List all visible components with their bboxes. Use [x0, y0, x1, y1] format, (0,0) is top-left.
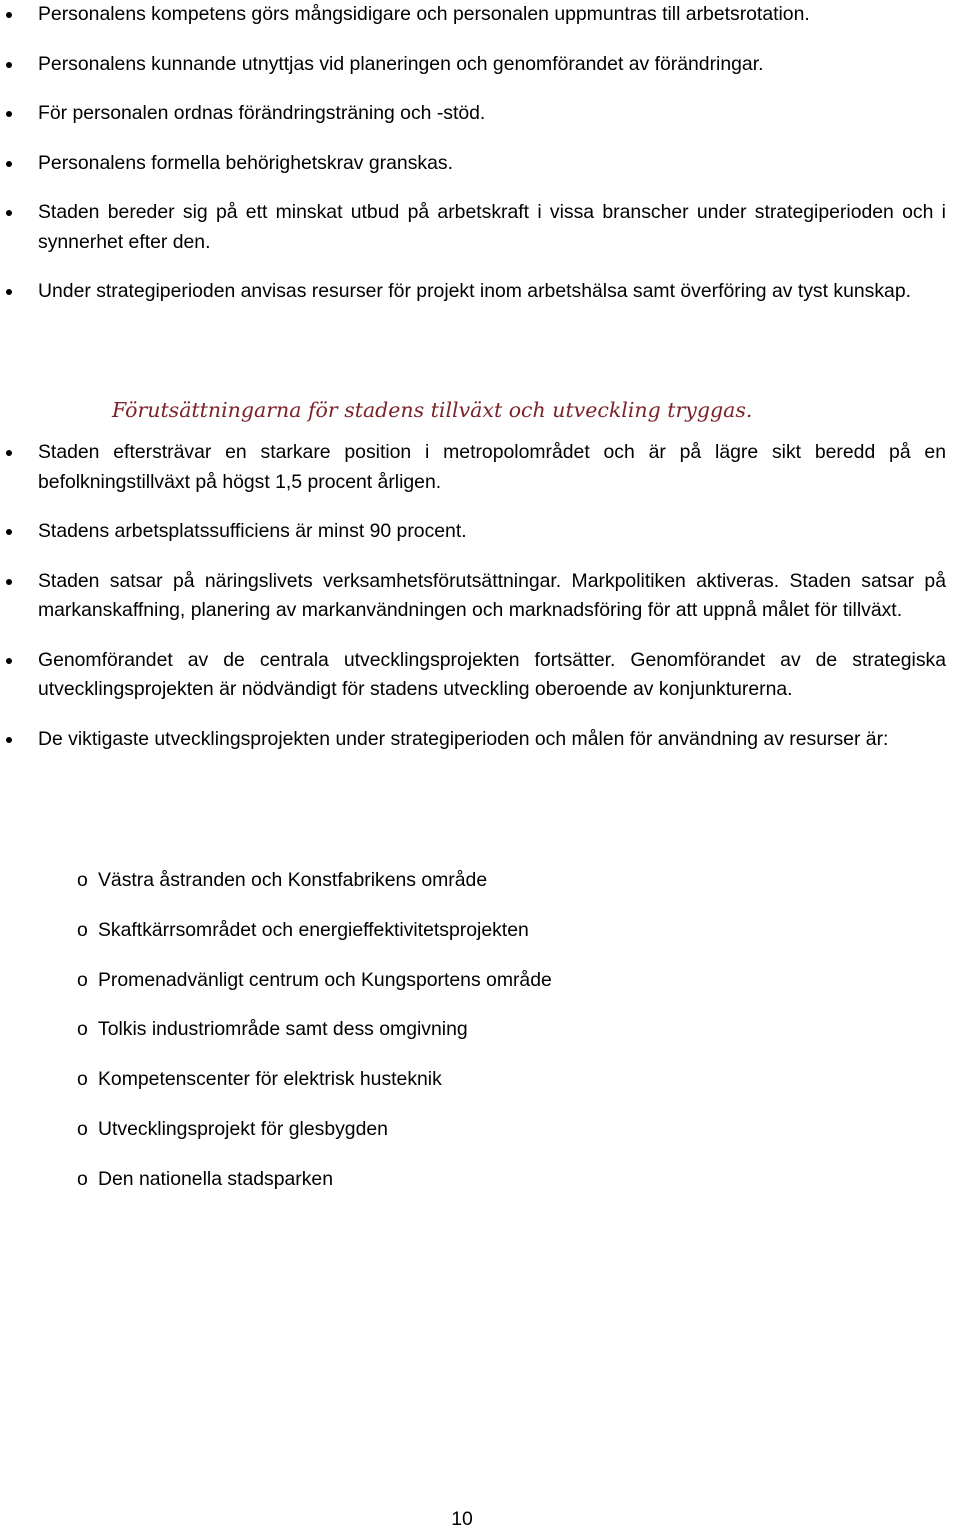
- bullet-item: [0, 567, 960, 626]
- sub-marker: o: [77, 1117, 88, 1140]
- bullet-item: [0, 50, 960, 80]
- bullet-item: [0, 646, 960, 705]
- bullet-text: För personalen ordnas förändringsträning och -stöd.: [38, 102, 486, 124]
- sub-marker: o: [77, 918, 88, 941]
- sub-item-text: Västra åstranden och Konstfabrikens område: [98, 869, 488, 891]
- bullet-dot-icon: [6, 289, 12, 295]
- bullet-dot-icon: [6, 658, 12, 664]
- bullet-list-bottom: [0, 438, 960, 774]
- sub-list-item: [0, 1165, 960, 1195]
- bullet-list-top: [0, 0, 960, 327]
- sub-item-text: Promenadvänligt centrum och Kungsportens område: [98, 968, 552, 991]
- sub-list-item: [0, 916, 960, 946]
- bullet-item: [0, 277, 960, 307]
- sub-marker: o: [77, 869, 88, 891]
- bullet-text: Personalens kunnande utnyttjas vid planeringen och genomförandet av förändringar.: [38, 52, 764, 75]
- bullet-dot-icon: [6, 111, 12, 117]
- bullet-item: [0, 149, 960, 179]
- page-number: 10: [451, 1508, 473, 1530]
- sub-item-text: Utvecklingsprojekt för glesbygden: [98, 1117, 388, 1140]
- bullet-dot-icon: [6, 529, 12, 535]
- sub-marker: o: [77, 1018, 88, 1041]
- bullet-text: Stadens arbetsplatssufficiens är minst 90 procent.: [38, 520, 467, 542]
- sub-list-item: [0, 1115, 960, 1145]
- sub-marker: o: [77, 968, 88, 991]
- bullet-text: Personalens kompetens görs mångsidigare och personalen uppmuntras till arbetsrotation.: [38, 3, 810, 25]
- bullet-dot-icon: [6, 737, 12, 743]
- sub-item-text: Kompetenscenter för elektrisk husteknik: [98, 1068, 442, 1091]
- bullet-dot-icon: [6, 62, 12, 68]
- bullet-dot-icon: [6, 161, 12, 167]
- section-heading: Förutsättningarna för stadens tillväxt och utveckling tryggas.: [112, 398, 753, 422]
- sub-list-item: [0, 1015, 960, 1045]
- bullet-item: [0, 438, 960, 497]
- bullet-text: De viktigaste utvecklingsprojekten under strategiperioden och målen för användning av resurser är:: [38, 727, 889, 750]
- sub-item-text: Skaftkärrsområdet och energieffektivitetsprojekten: [98, 918, 529, 941]
- bullet-text: Staden bereder sig på ett minskat utbud på arbetskraft i vissa branscher under strategiperioden och i synnerhet efter den.: [38, 201, 946, 253]
- bullet-item: [0, 198, 960, 257]
- sub-list-item: [0, 866, 960, 896]
- bullet-text: Personalens formella behörighetskrav granskas.: [38, 151, 453, 174]
- sub-list-item: [0, 966, 960, 996]
- bullet-item: [0, 517, 960, 547]
- bullet-text: Genomförandet av de centrala utvecklingsprojekten fortsätter. Genomförandet av de strategiska utvecklingsprojekten är nödvändigt för stadens utveckling oberoende av konjunkturerna.: [38, 648, 946, 700]
- sub-item-text: Tolkis industriområde samt dess omgivning: [98, 1018, 468, 1041]
- sub-marker: o: [77, 1167, 88, 1190]
- sub-list-item: [0, 1065, 960, 1095]
- bullet-text: Staden satsar på näringslivets verksamhetsförutsättningar. Markpolitiken aktiveras. Staden satsar på markanskaffning, planering av markanvändningen och marknadsföring för att uppnå målet för tillväxt.: [38, 569, 946, 621]
- bullet-item: [0, 725, 960, 755]
- bullet-dot-icon: [6, 450, 12, 456]
- sub-marker: o: [77, 1068, 88, 1091]
- bullet-text: Under strategiperioden anvisas resurser för projekt inom arbetshälsa samt överföring av tyst kunskap.: [38, 280, 911, 302]
- sub-list: [0, 866, 960, 1215]
- bullet-dot-icon: [6, 579, 12, 585]
- sub-item-text: Den nationella stadsparken: [98, 1167, 333, 1190]
- bullet-item: [0, 99, 960, 129]
- bullet-item: [0, 0, 960, 30]
- bullet-dot-icon: [6, 210, 12, 216]
- bullet-text: Staden eftersträvar en starkare position i metropolområdet och är på lägre sikt beredd på en befolkningstillväxt på högst 1,5 procent årligen.: [38, 441, 946, 493]
- bullet-dot-icon: [6, 12, 12, 18]
